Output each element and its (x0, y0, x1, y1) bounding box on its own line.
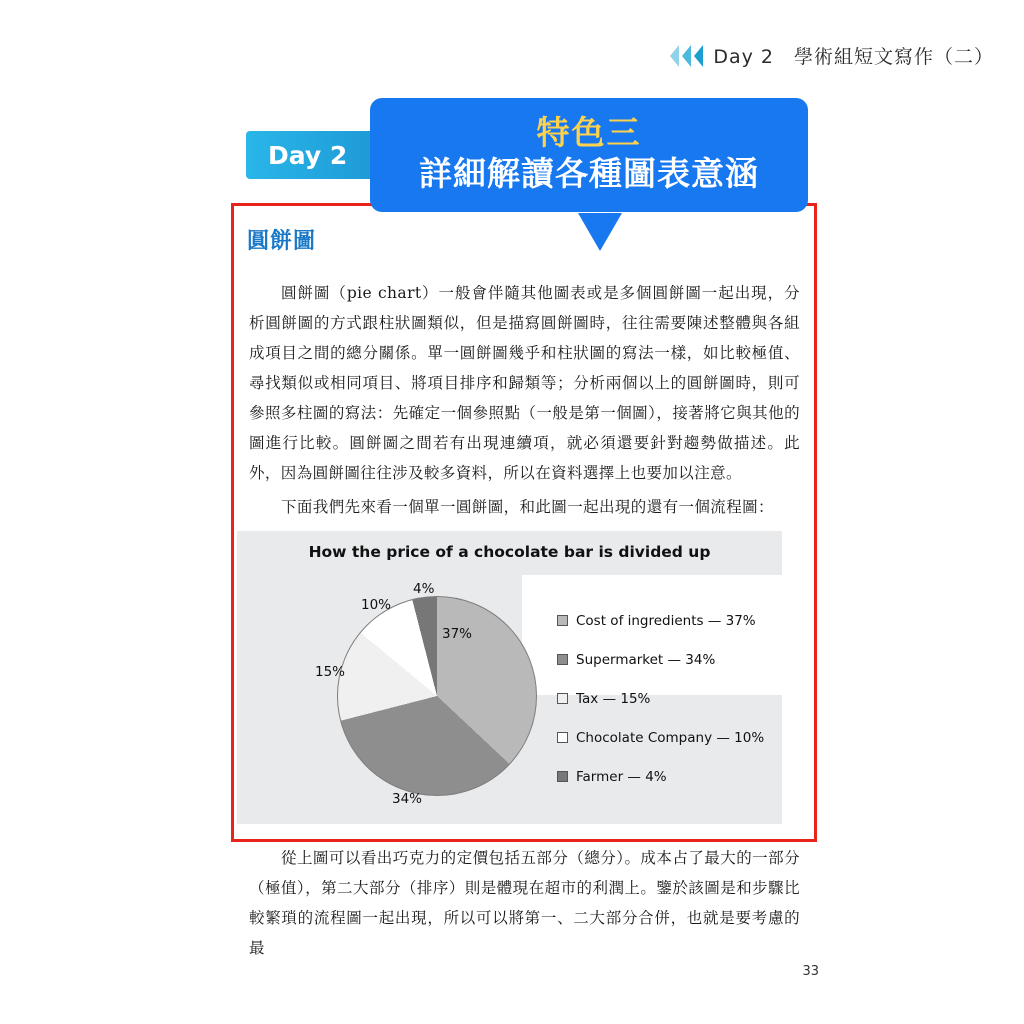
running-header (670, 42, 994, 69)
pie-label-supermarket: 34% (392, 791, 423, 807)
pie-disc (337, 596, 537, 796)
chart-title: How the price of a chocolate bar is divided up (308, 543, 711, 561)
body-paragraph-3: 從上圖可以看出巧克力的定價包括五部分（總分）。成本占了最大的一部分（極值），第二大部分（排序）則是體現在超市的利潤上。鑒於該圖是和步驟比較繁瑣的流程圖一起出現，所以可以將第一、二大部分合併，也就是要考慮的最 (249, 849, 800, 957)
legend-item (557, 601, 772, 640)
legend-label: Tax — 15% (576, 690, 651, 707)
chevron-right-icon (670, 45, 703, 67)
legend-swatch-white-icon (557, 732, 568, 743)
pie-label-tax: 15% (315, 664, 346, 680)
running-header-text: Day 2 學術組短文寫作（二） (713, 46, 994, 68)
legend-swatch-mid-gray-icon (557, 654, 568, 665)
day-tab-label: Day 2 (268, 140, 348, 170)
page-title: 圓餅圖 (247, 229, 317, 254)
legend-item (557, 679, 772, 718)
legend-label: Chocolate Company — 10% (576, 729, 765, 746)
chart-legend (557, 601, 772, 796)
legend-label: Cost of ingredients — 37% (576, 612, 756, 629)
legend-item (557, 718, 772, 757)
legend-swatch-dark-gray-icon (557, 771, 568, 782)
legend-swatch-light-gray-icon (557, 615, 568, 626)
feature-callout (370, 98, 808, 212)
pie-chart (337, 596, 537, 796)
callout-line-1: 特色三 (536, 113, 642, 152)
pie-label-chocolate-company: 10% (361, 597, 392, 613)
callout-line-2: 詳細解讀各種圖表意涵 (419, 154, 759, 194)
callout-tail (578, 213, 622, 251)
legend-swatch-near-white-icon (557, 693, 568, 704)
page-number: 33 (802, 964, 819, 979)
legend-item (557, 640, 772, 679)
pie-label-cost: 37% (442, 626, 473, 642)
body-paragraph-1: 圓餅圖（pie chart）一般會伴隨其他圖表或是多個圓餅圖一起出現，分析圓餅圖的方式跟柱狀圖類似，但是描寫圓餅圖時，往往需要陳述整體與各組成項目之間的總分關係。單一圓餅圖幾乎和柱狀圖的寫法一樣，如比較極值、尋找類似或相同項目、將項目排序和歸類等；分析兩個以上的圓餅圖時，則可參照多柱圖的寫法：先確定一個參照點（一般是第一個圖），接著將它與其他的圖進行比較。圓餅圖之間若有出現連續項，就必須還要針對趨勢做描述。此外，因為圓餅圖往往涉及較多資料，所以在資料選擇上也要加以注意。 (249, 284, 800, 482)
legend-item (557, 757, 772, 796)
figure-pie-chart (237, 531, 782, 824)
pie-label-farmer: 4% (413, 581, 435, 597)
legend-label: Supermarket — 34% (576, 651, 716, 668)
legend-label: Farmer — 4% (576, 768, 667, 785)
body-paragraph-2: 下面我們先來看一個單一圓餅圖，和此圖一起出現的還有一個流程圖： (281, 498, 774, 516)
